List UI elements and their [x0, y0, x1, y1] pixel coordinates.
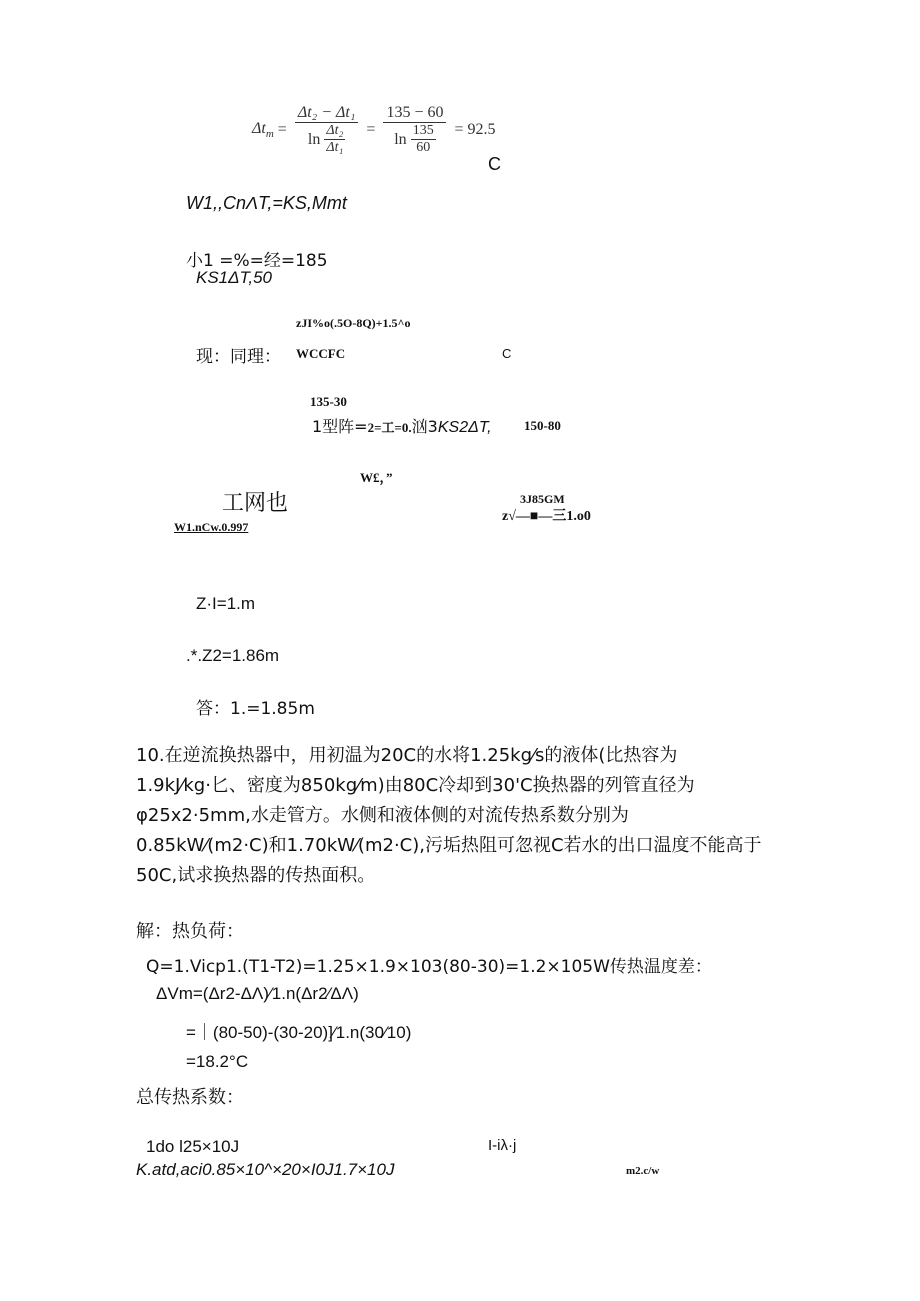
problem-line-4: 0.85kW⁄(m2·C)和1.70kW⁄(m2·C),污垢热阻可忽视C若水的出口温度不能高于: [136, 835, 762, 856]
w1ncw-term: W1.nCw.0.997: [174, 520, 249, 534]
ln-numerator: Δt₂: [326, 123, 344, 138]
j85gm-term: 3J85GM: [520, 492, 565, 506]
formula-lhs: $\Delta t_m$: [252, 119, 274, 141]
problem-line-3: φ25x2·5mm,水走管方。水侧和液体侧的对流传热系数分别为: [136, 805, 629, 826]
problem-line-1: 10.在逆流换热器中，用初温为20C的水将1.25kg⁄s的液体(比热容为: [136, 745, 678, 766]
derivation-line: 小1 =%=经=185: [186, 251, 328, 271]
z2-line: .*.Z2=1.86m: [186, 646, 280, 665]
heat-load-line: Q=1.Vicp1.(T1-T2)=1.25×1.9×103(80-30)=1.2×105W传热温度差：: [146, 957, 712, 977]
answer-line: 答：1.=1.85m: [196, 699, 315, 719]
solution-label: 解：热负荷：: [136, 921, 244, 942]
heat-balance-line: W1,,CnΛT,=KS,Mmt: [186, 193, 347, 213]
fraction-numerator: 135 − 60: [383, 104, 446, 123]
problem-line-5: 50C,试求换热器的传热面积。: [136, 865, 376, 886]
fraction-150-80: 150-80: [524, 418, 561, 433]
unit-c: C: [502, 346, 512, 361]
sqrt-line: z√—■—三1.o0: [502, 509, 591, 524]
similarly-label: 现：同理：: [196, 347, 281, 367]
problem-line-2: 1.9kJ⁄kg·匕、密度为850kg⁄m)由80C冷却到30'C换热器的列管直径为: [136, 775, 695, 796]
lmtd-result: =18.2°C: [186, 1052, 249, 1071]
z1-line: Z·I=1.m: [196, 594, 256, 613]
ks-line: KS1ΔT,50: [196, 268, 272, 287]
k-line-1: 1do l25×10J: [146, 1137, 240, 1156]
fraction-numerator: Δt₂ − Δt₁: [295, 104, 359, 123]
lmtd-line-2: =｜(80-50)-(30-20)]⁄1.n(30⁄10): [186, 1023, 412, 1042]
w-pound-line: W£，”: [360, 470, 393, 485]
k-line-2: K.atd,aci0.85×10^×20×I0J1.7×10J: [136, 1160, 395, 1179]
overall-coefficient-label: 总传热系数：: [136, 1087, 244, 1108]
garbled-formula: zJI%o(.5O-8Q)+1.5^o: [296, 316, 411, 330]
equals-sign: =: [366, 121, 376, 138]
unit-c: C: [488, 154, 501, 174]
lmtd-fraction-numeric: [383, 104, 446, 156]
ln-denominator: 60: [416, 140, 431, 155]
ratio-line: 1型阵=2=工=0.汹3KS2ΔT,: [312, 417, 492, 436]
lmtd-formula: [252, 104, 496, 156]
ln-operator: ln: [394, 130, 407, 148]
fraction-135-30: 135-30: [310, 394, 347, 409]
formula-result: = 92.5: [454, 121, 496, 138]
garbled-chinese: 工网也: [222, 491, 289, 516]
equals-sign: =: [277, 121, 287, 138]
k-line-1-right: I-iλ·j: [488, 1137, 517, 1154]
ln-denominator: Δt₁: [326, 140, 344, 155]
wcc-term: WCCFC: [296, 346, 346, 361]
lmtd-line-1: ΔVm=(Δr2-ΔΛ)⁄1.n(Δr2⁄ΔΛ): [156, 984, 359, 1003]
k-unit: m2.c/w: [626, 1165, 660, 1177]
ln-numerator: 135: [412, 123, 434, 138]
ln-operator: ln: [307, 130, 321, 148]
lmtd-fraction-symbolic: [295, 104, 359, 156]
